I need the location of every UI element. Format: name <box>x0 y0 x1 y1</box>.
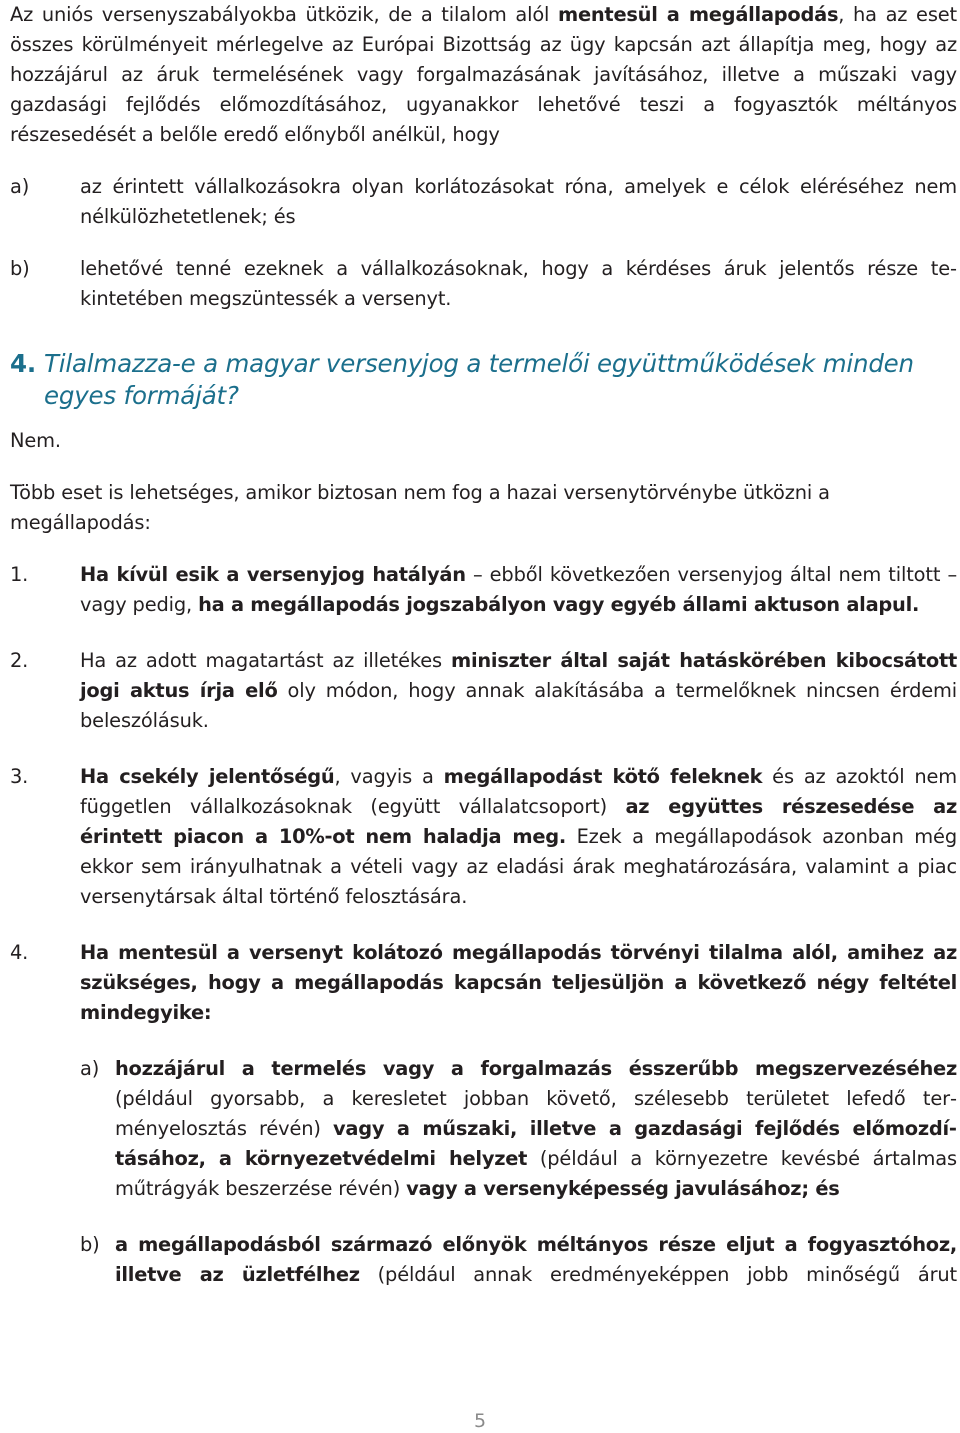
case-1 <box>10 560 957 620</box>
case-2-text-2: oly módon, hogy annak alakításába a termelőknek nincsen érdemi beleszólásuk. <box>80 679 958 732</box>
case-4-condition-a <box>10 1054 957 1204</box>
case-4-condition-b <box>10 1230 957 1290</box>
case-3-bold-3: az együttes részesedése az érintett piacon a 10%-ot nem haladja meg. <box>80 795 958 848</box>
condition-b <box>10 254 957 314</box>
case-3-number: 3. <box>10 765 29 788</box>
case-1-number: 1. <box>10 563 29 586</box>
case-4 <box>10 938 957 1028</box>
case-4b-marker: b) <box>80 1233 100 1256</box>
case-4b-text: (például annak eredményeképpen jobb minőségű árut <box>359 1263 957 1286</box>
case-4a-bold-3: vagy a versenyképesség javulásához; és <box>406 1177 840 1200</box>
case-4a-text-1: (például gyorsabb, a keresletet jobban követő, szélesebb területet lefedő terményelosztás révén) <box>115 1087 957 1140</box>
case-4b-bold: a megállapodásból származó előnyök méltányos része eljut a fogyasztóhoz, illetve az üzletfélhez <box>115 1233 957 1286</box>
case-3-text-1: , vagyis a <box>334 765 444 788</box>
condition-a <box>10 172 957 232</box>
question-text: Tilalmazza-e a magyar versenyjog a termelői együttműködések minden egyes formáját? <box>44 349 914 410</box>
case-3 <box>10 762 957 912</box>
condition-b-marker: b) <box>10 257 30 280</box>
case-4a-text-2: (például a környezetre kevésbé ártalmas műtrágyák beszerzése révén) <box>115 1147 957 1200</box>
case-3-bold-1: Ha csekély jelentőségű <box>80 765 335 788</box>
condition-a-text: az érintett vállalkozásokra olyan korlátozásokat róna, amelyek e célok eléréséhez nem nélkülözhetetlenek; és <box>80 175 957 228</box>
case-2 <box>10 646 957 736</box>
intro-text-2: , ha az eset összes körülményeit mérlegelve az Európai Bizottság az ügy kapcsán azt állapítja meg, hogy az hozzájárul az áruk termelésének vagy forgalmazásának javításához, illetve a műszaki vagy gazdasági fejlődés előmozdításához, ugyanakkor lehetővé teszi a fogyasztók méltányos részesedését a belőle eredő előnyből anélkül, hogy <box>10 3 958 146</box>
case-4-bold: Ha mentesül a versenyt kolátozó megállapodás törvényi tilalma alól, amihez az szükséges, hogy a megállapodás kapcsán teljesüljön a következő négy feltétel mindegyike: <box>80 941 957 1024</box>
case-1-bold-1: Ha kívül esik a versenyjog hatályán <box>80 563 466 586</box>
case-3-text-2: és az azoktól nem független vállalkozásoknak (együtt vállalatcsoport) <box>80 765 957 818</box>
page-number: 5 <box>474 1410 486 1432</box>
case-2-number: 2. <box>10 649 29 672</box>
case-1-bold-2: ha a megállapodás jogszabályon vagy egyéb állami aktuson alapul. <box>198 593 920 616</box>
case-3-text-3: Ezek a megállapodások azonban még ekkor sem irányulhatnak a vételi vagy az eladási árak meghatározására, valamint a piac versenytársak által történő felosztására. <box>80 825 957 908</box>
document-page <box>10 0 957 1290</box>
condition-b-text: lehetővé tenné ezeknek a vállalkozásoknak, hogy a kérdéses áruk jelentős része tekintetében megszüntessék a versenyt. <box>80 257 957 310</box>
condition-a-marker: a) <box>10 175 30 198</box>
question-heading <box>10 348 957 412</box>
question-number: 4. <box>10 349 36 378</box>
case-4a-marker: a) <box>80 1057 100 1080</box>
case-1-text: – ebből következően versenyjog által nem tiltott – vagy pedig, <box>80 563 957 616</box>
answer: Nem. <box>10 429 61 452</box>
case-4a-bold-2: vagy a műszaki, illetve a gazdasági fejlődés előmozdításához, a környezetvédelmi helyzet <box>115 1117 957 1170</box>
case-4a-bold-1: hozzájárul a termelés vagy a forgalmazás ésszerűbb megszervezéséhez <box>115 1057 957 1080</box>
case-3-bold-2: megállapodást kötő feleknek <box>443 765 763 788</box>
intro-text-1: Az uniós versenyszabályokba ütközik, de a tilalom alól <box>10 3 559 26</box>
case-4-number: 4. <box>10 941 29 964</box>
lead-paragraph: Több eset is lehetséges, amikor biztosan nem fog a hazai versenytörvénybe ütközni a megállapodás: <box>10 481 830 534</box>
intro-paragraph <box>10 0 957 150</box>
intro-emphasis: mentesül a megállapodás <box>558 3 839 26</box>
case-2-text-1: Ha az adott magatartást az illetékes <box>80 649 452 672</box>
case-2-bold: miniszter által saját hatáskörében kibocsátott jogi aktus írja elő <box>80 649 957 702</box>
